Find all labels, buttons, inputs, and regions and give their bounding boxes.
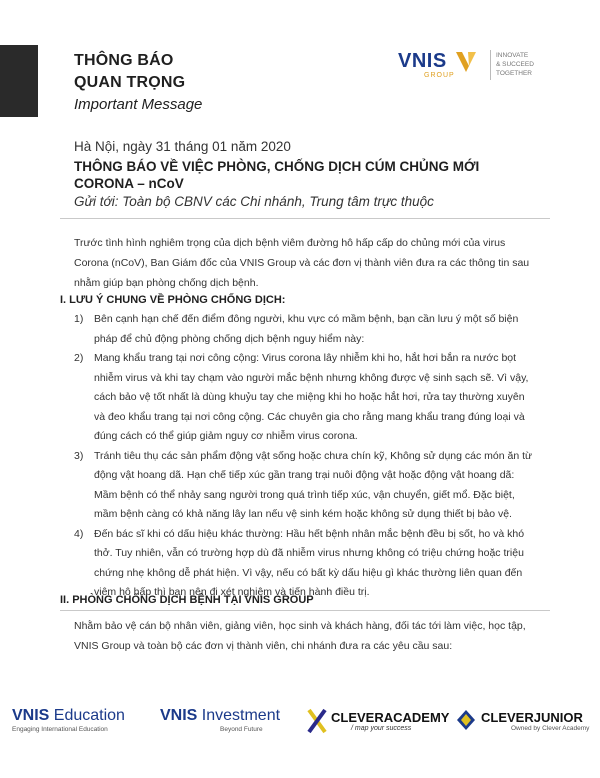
header-title-line1: THÔNG BÁO — [74, 52, 174, 69]
list-item-text: Mang khẩu trang tại nơi công cộng: Virus corona lây nhiễm khi ho, hắt hơi bắn ra nước bọt nhiễm virus và khi tay chạm vào người mắc bệnh nhưng không được vệ sinh sạch sẽ. Vì vậy, cách bảo vệ tốt nhất là dùng khuỷu tay che miệng khi ho hoặc hắt hơi, rửa tay thường xuyên và đeo khẩu trang tại nơi công cộng. Các chuyên gia cho rằng mang khẩu trang đúng loại và đúng cách có thể giúp giảm nguy cơ nhiễm virus corona. — [94, 352, 529, 442]
inv-logo-sub: Beyond Future — [220, 726, 263, 733]
list-item — [74, 447, 534, 525]
intro-paragraph: Trước tình hình nghiêm trọng của dịch bệnh viêm đường hô hấp cấp do chủng mới của virus Corona (nCoV), Ban Giám đốc của VNIS Group và các đơn vị thành viên đưa ra các thông tin sau nhằm giúp bạn phòng chống dịch bệnh. — [74, 237, 530, 289]
logo-v-icon — [454, 50, 484, 74]
list-item-number: 4) — [74, 527, 84, 540]
header-title-line2: QUAN TRỌNG — [74, 74, 186, 91]
logo-tagline — [496, 51, 534, 78]
list-item-text: Đến bác sĩ khi có dấu hiệu khác thường: Hầu hết bệnh nhân mắc bệnh đều bị sốt, ho và khó thở. Tuy nhiên, vẫn có trường hợp dù đã nhiễm virus nhưng không có triệu chứng hoặc triệu chứng nhẹ không dễ phát hiện. Vì vậy, nếu có bất kỳ dấu hiệu gì khác thường liên quan đến viêm hô hấp thì bạn nên đi xét nghiệm và tiến hành điều trị. — [94, 527, 525, 598]
list-item-text: Bên cạnh hạn chế đến điểm đông người, khu vực có mầm bệnh, bạn cần lưu ý một số biện pháp để chủ động phòng chống dịch bệnh nguy hiểm này: — [94, 313, 519, 345]
divider-section2 — [60, 610, 550, 611]
logo-tag-3: TOGETHER — [496, 70, 532, 77]
list-item-number: 1) — [74, 313, 84, 325]
clever-academy-sub: / map your success — [351, 725, 412, 732]
clever-junior-name: CLEVERJUNIOR — [481, 710, 583, 725]
clever-junior-icon — [455, 708, 477, 732]
notice-recipient: Gửi tới: Toàn bộ CBNV các Chi nhánh, Trung tâm trực thuộc — [74, 194, 434, 209]
inv-logo-bold: VNIS — [160, 707, 198, 724]
logo-tag-2: & SUCCEED — [496, 61, 534, 68]
list-item — [74, 310, 534, 349]
inv-logo-rest: Investment — [197, 707, 281, 724]
header-dark-block — [0, 45, 38, 117]
list-item-number: 3) — [74, 449, 84, 462]
section1-list — [74, 310, 534, 603]
logo-word: VNIS — [398, 50, 447, 72]
section1-heading: I. LƯU Ý CHUNG VỀ PHÒNG CHỐNG DỊCH: — [60, 294, 286, 306]
edu-logo-rest: Education — [49, 707, 125, 724]
vnis-education-logo — [12, 706, 125, 733]
list-item — [74, 525, 534, 603]
list-item-text: Tránh tiêu thụ các sản phẩm động vật sống hoặc chưa chín kỹ, Không sử dụng các món ăn từ động vật hoang dã. Hạn chế tiếp xúc gần trang trại nuôi động vật hoặc động vật hoang dã: Mầm bệnh có thể nhảy sang người trong quá trình tiếp xúc, vận chuyển, giết mổ. Đặc biệt, mầm bệnh càng có khả năng lây lan nếu vệ sinh kém hoặc không sử dụng thiết bị bảo vệ. — [94, 449, 533, 520]
notice-date: Hà Nội, ngày 31 tháng 01 năm 2020 — [74, 139, 291, 154]
divider-top — [60, 218, 550, 219]
clever-academy-icon — [307, 708, 327, 734]
edu-logo-sub: Engaging International Education — [12, 726, 108, 733]
logo-tag-1: INNOVATE — [496, 52, 529, 59]
header-subtitle: Important Message — [74, 96, 203, 113]
clever-academy-name: CLEVERACADEMY — [331, 710, 450, 725]
logo-group-text: GROUP — [424, 72, 455, 79]
clever-junior-sub: Owned by Clever Academy — [511, 725, 590, 732]
edu-logo-bold: VNIS — [12, 707, 50, 724]
section2-paragraph: Nhằm bảo vệ cán bộ nhân viên, giảng viên, học sinh và khách hàng, đối tác tới làm việc, học tập, VNIS Group và toàn bộ các đơn vị thành viên, chi nhánh đưa ra các yêu cầu sau: — [74, 620, 526, 652]
footer-logos — [0, 706, 600, 758]
list-item — [74, 349, 534, 447]
list-item-number: 2) — [74, 352, 84, 364]
header-title-block — [74, 50, 202, 116]
vnis-group-logo — [398, 48, 548, 84]
logo-divider — [490, 50, 491, 80]
vnis-investment-logo — [160, 706, 280, 733]
section2-heading: II. PHÒNG CHỐNG DỊCH BỆNH TẠI VNIS GROUP — [60, 594, 314, 606]
notice-title: THÔNG BÁO VỀ VIỆC PHÒNG, CHỐNG DỊCH CÚM CHỦNG MỚI CORONA – nCoV — [74, 159, 480, 191]
